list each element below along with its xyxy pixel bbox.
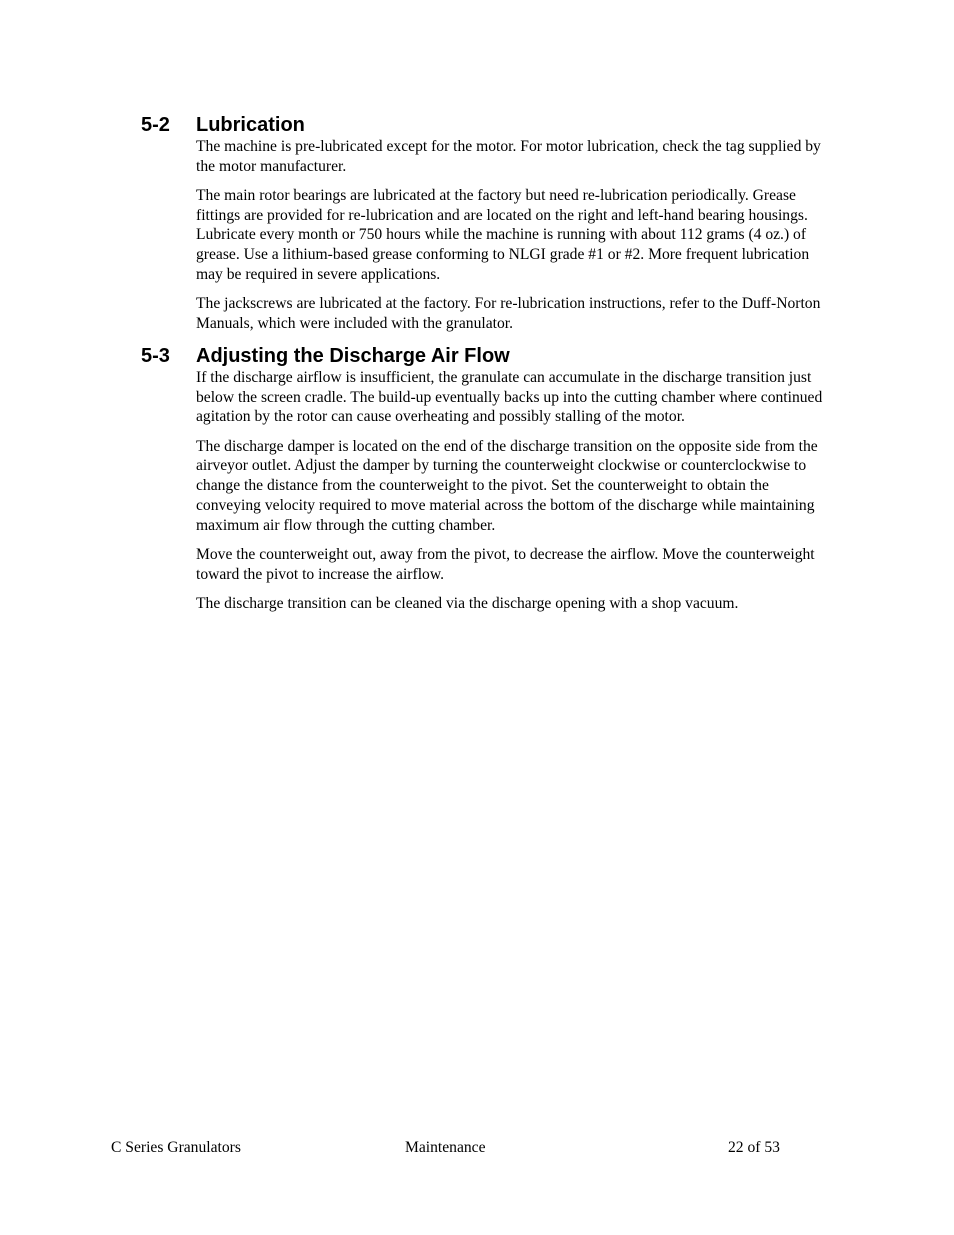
section-number: 5-3 bbox=[141, 345, 170, 367]
paragraph: The machine is pre-lubricated except for the motor. For motor lubrication, check the tag supplied by the motor manufacturer. bbox=[196, 138, 821, 175]
paragraph: Move the counterweight out, away from the pivot, to decrease the airflow. Move the counterweight toward the pivot to increase the airflow. bbox=[196, 545, 815, 583]
paragraph: The jackscrews are lubricated at the factory. For re-lubrication instructions, refer to the Duff-Norton Manuals, which were included with the granulator. bbox=[196, 295, 821, 332]
paragraph: The main rotor bearings are lubricated at the factory but need re-lubrication periodically. Grease fittings are provided for re-lubrication and are located on the right and left-hand bearing housings. Lubricate every month or 750 hours while the machine is running with about 112 grams (4 oz.) of grease. Use a lithium-based grease conforming to NLGI grade #1 or #2. More frequent lubrication may be required in severe applications. bbox=[196, 187, 810, 283]
section-lubrication bbox=[0, 113, 954, 343]
footer-document-title: C Series Granulators bbox=[111, 1139, 241, 1156]
section-body bbox=[196, 368, 836, 614]
section-number: 5-2 bbox=[141, 114, 170, 136]
section-title: Lubrication bbox=[196, 114, 305, 136]
footer-chapter: Maintenance bbox=[405, 1139, 486, 1156]
section-heading bbox=[0, 113, 954, 137]
paragraph: The discharge transition can be cleaned via the discharge opening with a shop vacuum. bbox=[196, 594, 739, 612]
paragraph: If the discharge airflow is insufficient, the granulate can accumulate in the discharge transition just below the screen cradle. The build-up eventually backs up into the cutting chamber where continued agitation by the rotor can cause overheating and possibly stalling of the motor. bbox=[196, 369, 823, 426]
section-title: Adjusting the Discharge Air Flow bbox=[196, 345, 510, 367]
section-discharge-air-flow bbox=[0, 344, 954, 623]
section-heading bbox=[0, 344, 954, 368]
paragraph: The discharge damper is located on the end of the discharge transition on the opposite side from the airveyor outlet. Adjust the damper by turning the counterweight clockwise or counterclockwise to change the distance from the counterweight to the pivot. Set the counterweight to obtain the conveying velocity required to move material across the bottom of the discharge while maintaining maximum air flow through the cutting chamber. bbox=[196, 437, 818, 534]
footer-page-number: 22 of 53 bbox=[728, 1139, 780, 1156]
section-body bbox=[196, 137, 836, 334]
